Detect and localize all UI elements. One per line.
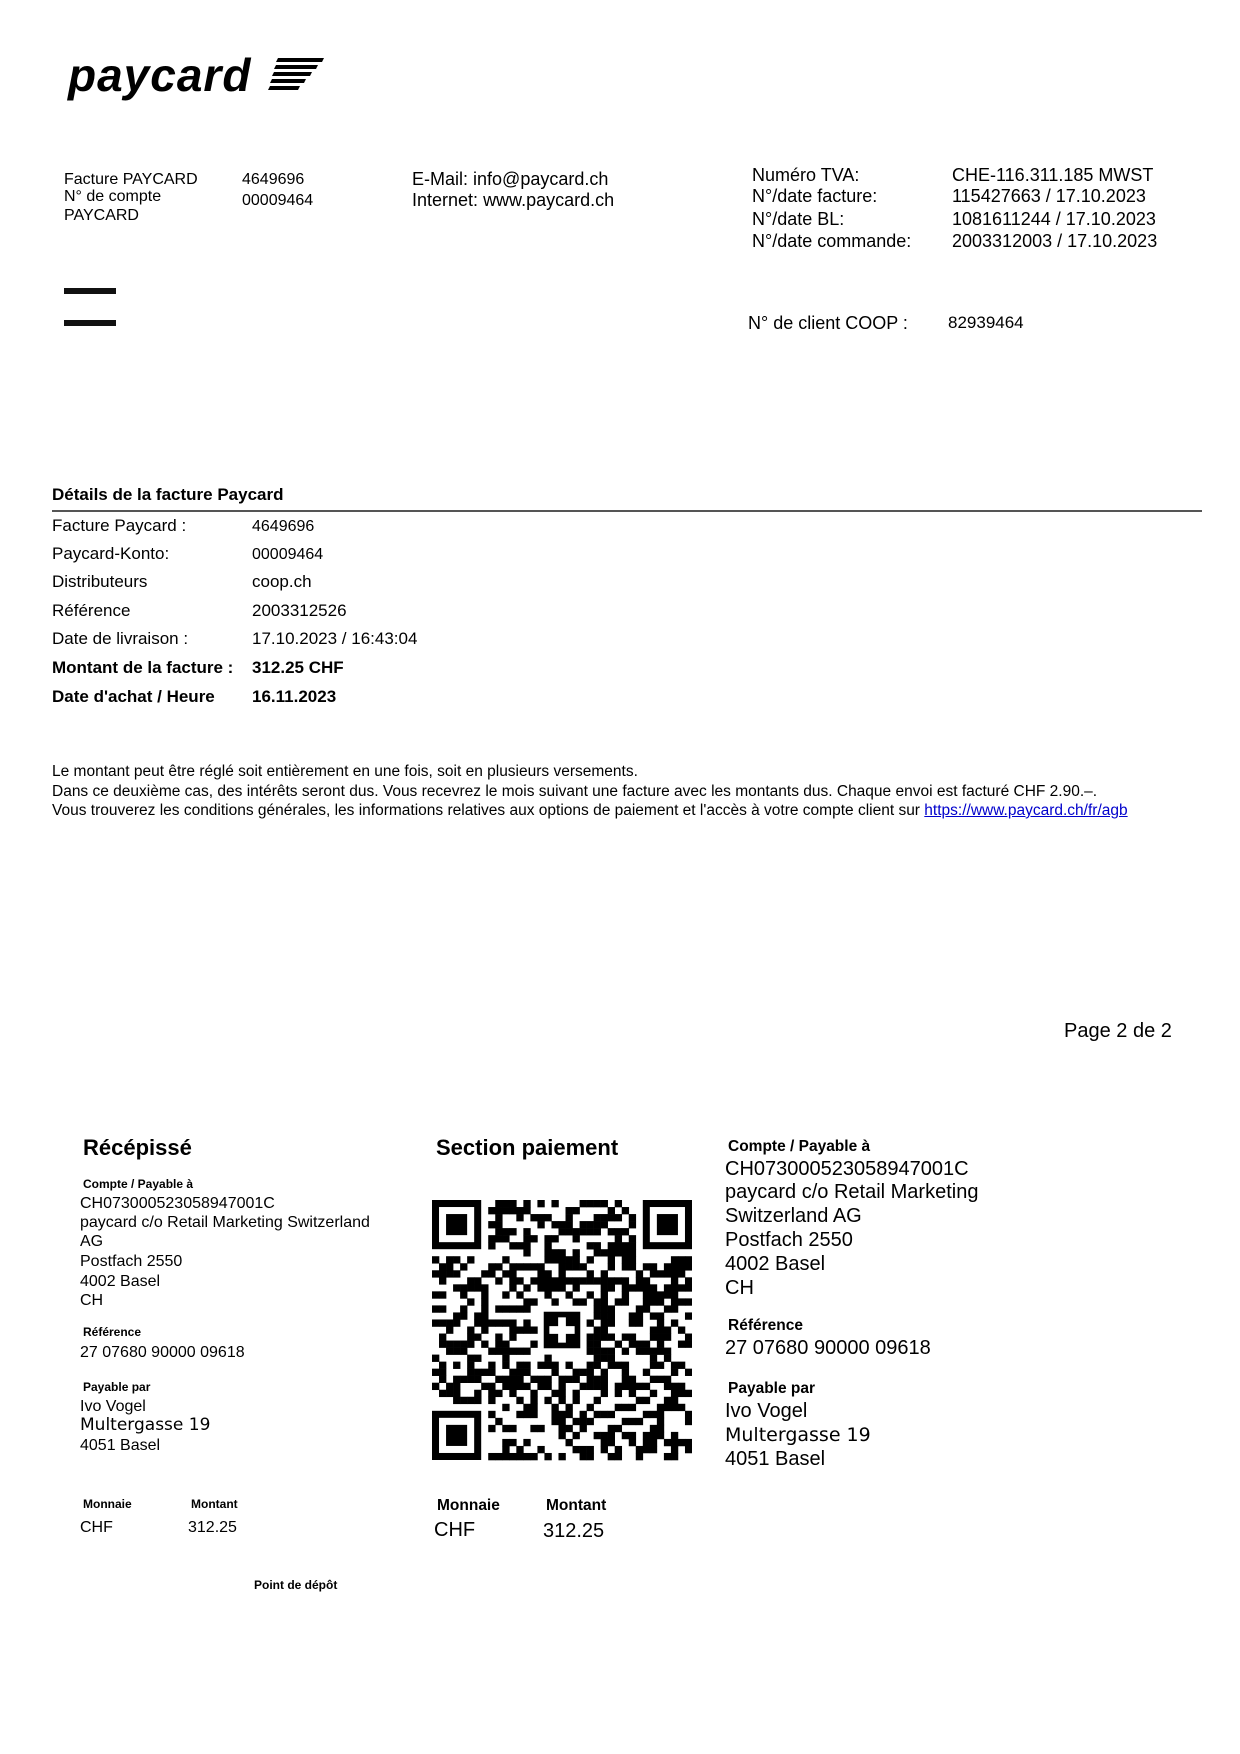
note-line-3 <box>52 801 1132 821</box>
page-number: Page 2 de 2 <box>1064 1020 1172 1042</box>
detail-row-amount <box>52 658 344 678</box>
invoice-label: Facture PAYCARD <box>64 171 198 188</box>
internet-value[interactable]: www.paycard.ch <box>483 190 615 210</box>
payment-payer-street: Multergasse 19 <box>725 1424 871 1446</box>
payment-currency-label: Monnaie <box>437 1497 500 1514</box>
detail-row-delivery <box>52 629 417 649</box>
meta-label-vat: Numéro TVA: <box>752 165 860 185</box>
internet-label: Internet: <box>412 190 479 210</box>
receipt-payee-1: paycard c/o Retail Marketing Switzerland <box>80 1214 370 1231</box>
fold-mark-bottom <box>64 320 116 326</box>
detail-value: 00009464 <box>252 546 324 563</box>
payment-payee-1: paycard c/o Retail Marketing <box>725 1181 979 1203</box>
payment-payer-label: Payable par <box>728 1380 816 1397</box>
payment-payer-name: Ivo Vogel <box>725 1400 808 1422</box>
account-number: 00009464 <box>242 192 314 209</box>
payment-country: CH <box>725 1277 754 1299</box>
email-line <box>412 168 608 190</box>
paycard-logo: paycard <box>68 49 252 101</box>
detail-value: 2003312526 <box>252 601 347 620</box>
account-label-2: PAYCARD <box>64 207 139 224</box>
payment-notes <box>52 762 1132 821</box>
receipt-city: 4002 Basel <box>80 1273 161 1290</box>
detail-row-account <box>52 544 323 565</box>
fold-mark-top <box>64 288 116 294</box>
logo-speed-lines-icon <box>268 56 324 92</box>
payment-amount: 312.25 <box>543 1520 605 1542</box>
payment-currency: CHF <box>434 1519 476 1541</box>
terms-link[interactable]: https://www.paycard.ch/fr/agb <box>924 802 1128 819</box>
detail-value: 312.25 CHF <box>252 658 344 677</box>
meta-label-invoice: N°/date facture: <box>752 186 878 206</box>
payment-payee-2: Switzerland AG <box>725 1205 862 1227</box>
payment-payer-city: 4051 Basel <box>725 1448 826 1470</box>
payment-title: Section paiement <box>436 1135 619 1160</box>
receipt-payer-label: Payable par <box>83 1380 151 1394</box>
payment-reference: 27 07680 90000 09618 <box>725 1337 931 1359</box>
account-label: N° de compte <box>64 188 162 205</box>
note-line-2: Dans ce deuxième cas, des intérêts seront dus. Vous recevrez le mois suivant une facture avec les montants dus. Chaque envoi est facturé CHF 2.90.–. <box>52 782 1098 800</box>
detail-value: 4649696 <box>252 518 315 535</box>
swiss-qr-code-icon <box>432 1200 692 1462</box>
receipt-iban: CH073000523058947001C <box>80 1195 275 1212</box>
detail-row-reference <box>52 601 347 621</box>
payment-amount-label: Montant <box>546 1497 607 1514</box>
receipt-reference-label: Référence <box>83 1325 142 1339</box>
receipt-amount: 312.25 <box>188 1519 237 1536</box>
receipt-account-label: Compte / Payable à <box>83 1177 194 1191</box>
meta-value-order: 2003312003 / 17.10.2023 <box>952 231 1158 251</box>
meta-label-order: N°/date commande: <box>752 231 912 251</box>
internet-line <box>412 189 614 211</box>
receipt-payee-2: AG <box>80 1233 104 1250</box>
receipt-title: Récépissé <box>83 1135 192 1160</box>
detail-label: Date d'achat / Heure <box>52 687 215 706</box>
client-number: 82939464 <box>948 313 1024 332</box>
client-label: N° de client COOP : <box>748 313 908 333</box>
detail-label: Distributeurs <box>52 572 148 591</box>
detail-row-distributor <box>52 572 312 592</box>
details-title: Détails de la facture Paycard <box>52 485 284 504</box>
details-divider <box>52 510 1202 512</box>
payment-iban: CH073000523058947001C <box>725 1158 969 1180</box>
payment-city: 4002 Basel <box>725 1253 826 1275</box>
meta-value-invoice: 115427663 / 17.10.2023 <box>952 186 1146 206</box>
note-line-1: Le montant peut être réglé soit entièrement en une fois, soit en plusieurs versements. <box>52 763 638 780</box>
receipt-amount-label: Montant <box>191 1497 238 1511</box>
meta-value-bl: 1081611244 / 17.10.2023 <box>952 209 1156 229</box>
receipt-payer-street: Multergasse 19 <box>80 1415 211 1435</box>
payment-postfach: Postfach 2550 <box>725 1229 853 1251</box>
detail-label: Date de livraison : <box>52 629 189 648</box>
detail-label: Facture Paycard : <box>52 516 187 535</box>
meta-label-bl: N°/date BL: <box>752 209 845 229</box>
detail-value: coop.ch <box>252 572 312 591</box>
receipt-payer-city: 4051 Basel <box>80 1437 161 1454</box>
detail-label: Référence <box>52 601 131 620</box>
payment-account-label: Compte / Payable à <box>728 1138 871 1155</box>
meta-value-vat: CHE-116.311.185 MWST <box>952 165 1154 185</box>
detail-label: Montant de la facture : <box>52 658 234 677</box>
receipt-currency-label: Monnaie <box>83 1497 132 1511</box>
detail-row-invoice <box>52 516 314 537</box>
email-label: E-Mail: <box>412 169 469 189</box>
receipt-payer-name: Ivo Vogel <box>80 1398 146 1415</box>
receipt-reference: 27 07680 90000 09618 <box>80 1344 245 1361</box>
detail-row-purchase-date <box>52 687 336 707</box>
detail-label: Paycard-Konto: <box>52 544 170 563</box>
payment-reference-label: Référence <box>728 1317 803 1334</box>
receipt-depot-label: Point de dépôt <box>254 1578 338 1592</box>
invoice-number: 4649696 <box>242 171 305 188</box>
receipt-currency: CHF <box>80 1519 113 1536</box>
note-line-3-text: Vous trouverez les conditions générales, les informations relatives aux options de paiement et l'accès à votre compte client sur <box>52 802 920 819</box>
detail-value: 16.11.2023 <box>252 687 337 706</box>
detail-value: 17.10.2023 / 16:43:04 <box>252 629 418 648</box>
receipt-postfach: Postfach 2550 <box>80 1253 183 1270</box>
email-value[interactable]: info@paycard.ch <box>473 169 609 189</box>
receipt-country: CH <box>80 1292 104 1309</box>
